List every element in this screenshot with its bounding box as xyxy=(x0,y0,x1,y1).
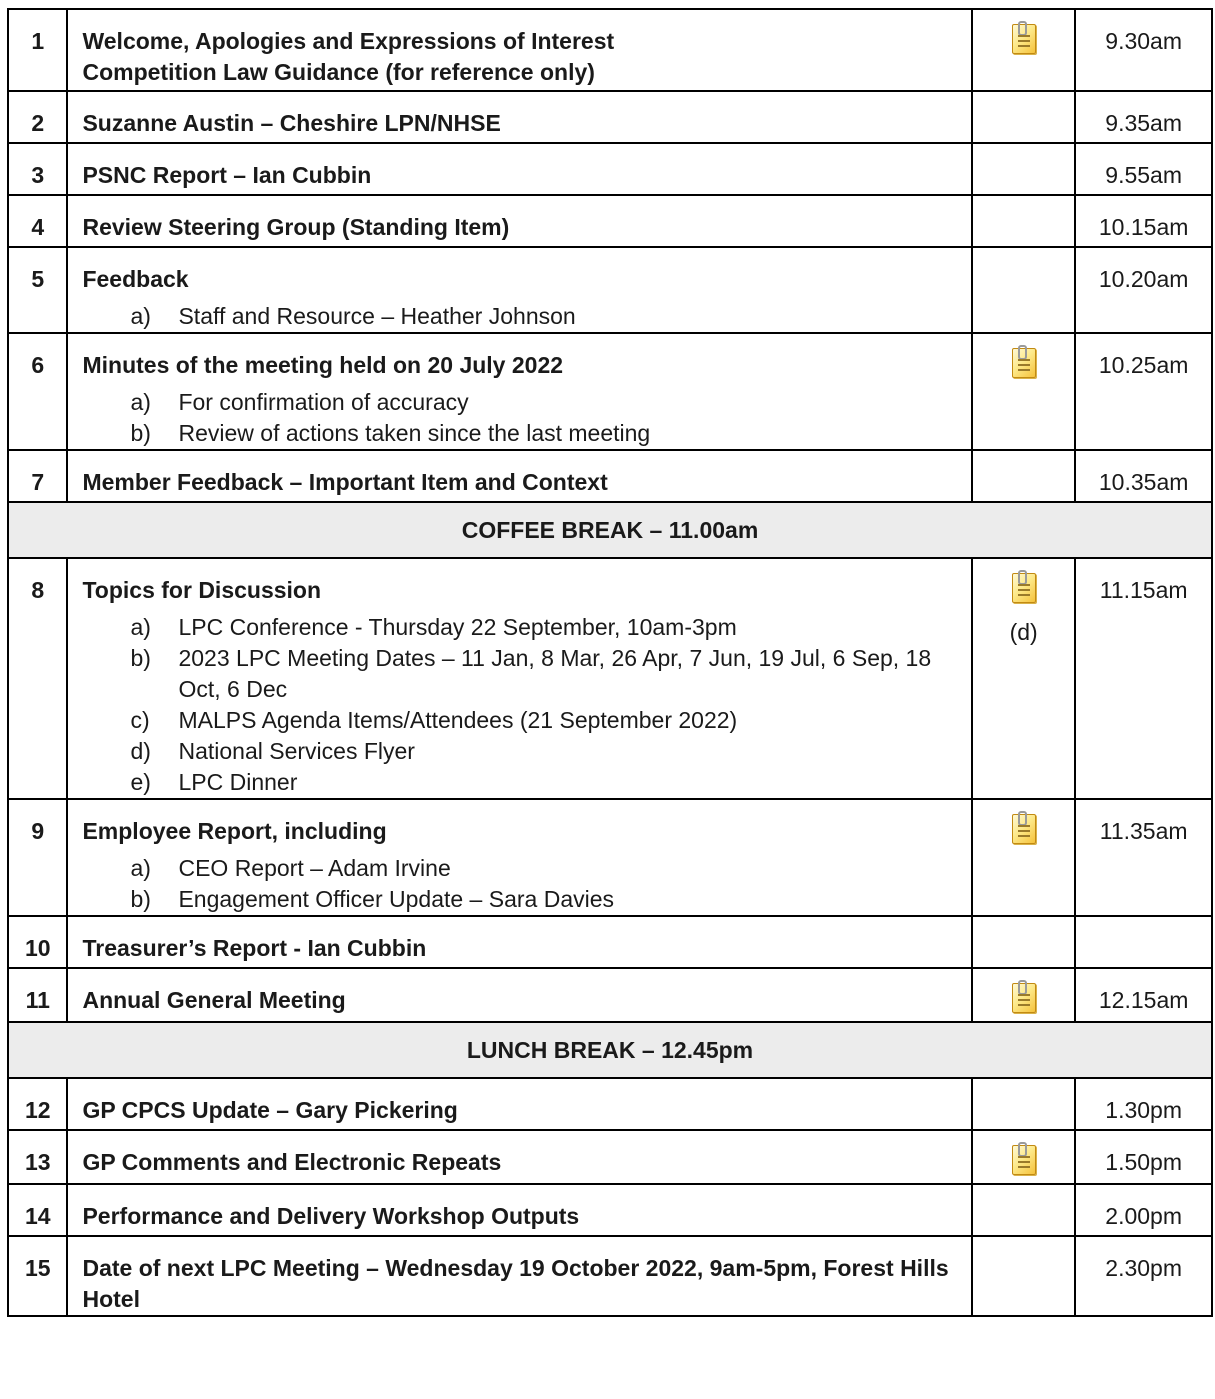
item-title: GP Comments and Electronic Repeats xyxy=(82,1149,502,1175)
item-number: 14 xyxy=(8,1184,67,1236)
sub-item-label: a) xyxy=(130,389,151,415)
item-cell xyxy=(67,1184,972,1236)
item-time: 10.25am xyxy=(1075,333,1212,450)
agenda-row xyxy=(8,1236,1212,1316)
item-title: Welcome, Apologies and Expressions of Interest xyxy=(82,28,615,54)
sub-item-list xyxy=(82,387,971,449)
agenda-row xyxy=(8,9,1212,91)
sub-item-text: Engagement Officer Update – Sara Davies xyxy=(178,886,615,912)
sub-item-label: a) xyxy=(130,614,151,640)
attachment-cell xyxy=(972,91,1075,143)
agenda-row xyxy=(8,1078,1212,1130)
lunch-break-row xyxy=(8,1022,1212,1078)
agenda-row xyxy=(8,247,1212,333)
attachment-cell xyxy=(972,1130,1075,1184)
document-icon[interactable] xyxy=(1012,348,1036,378)
attachment-cell xyxy=(972,1184,1075,1236)
attachment-cell xyxy=(972,333,1075,450)
sub-item xyxy=(82,612,971,643)
agenda-row xyxy=(8,143,1212,195)
item-number: 3 xyxy=(8,143,67,195)
agenda-row xyxy=(8,1130,1212,1184)
item-time: 2.30pm xyxy=(1075,1236,1212,1316)
attachment-cell xyxy=(972,9,1075,91)
item-number: 7 xyxy=(8,450,67,502)
sub-item-label: e) xyxy=(130,769,151,795)
sub-item-label: b) xyxy=(130,645,151,671)
item-time: 11.35am xyxy=(1075,799,1212,916)
item-number: 6 xyxy=(8,333,67,450)
sub-item-text: LPC Dinner xyxy=(178,769,298,795)
item-time: 9.55am xyxy=(1075,143,1212,195)
agenda-row xyxy=(8,91,1212,143)
item-cell xyxy=(67,916,972,968)
item-cell xyxy=(67,143,972,195)
attachment-cell xyxy=(972,968,1075,1022)
item-number: 11 xyxy=(8,968,67,1022)
attachment-cell xyxy=(972,558,1075,799)
document-icon[interactable] xyxy=(1012,983,1036,1013)
item-number: 10 xyxy=(8,916,67,968)
item-time: 10.20am xyxy=(1075,247,1212,333)
item-cell xyxy=(67,333,972,450)
item-cell xyxy=(67,195,972,247)
coffee-break-row xyxy=(8,502,1212,558)
item-title: Topics for Discussion xyxy=(82,577,322,603)
item-time: 10.15am xyxy=(1075,195,1212,247)
item-subtitle: Competition Law Guidance (for reference only) xyxy=(82,59,595,85)
sub-item xyxy=(82,301,971,332)
agenda-row xyxy=(8,968,1212,1022)
attachment-cell xyxy=(972,195,1075,247)
agenda-row xyxy=(8,333,1212,450)
item-title: Treasurer’s Report - Ian Cubbin xyxy=(82,935,427,961)
item-title: Minutes of the meeting held on 20 July 2022 xyxy=(82,352,564,378)
item-cell xyxy=(67,91,972,143)
item-title: Suzanne Austin – Cheshire LPN/NHSE xyxy=(82,110,501,136)
item-cell xyxy=(67,247,972,333)
item-number: 1 xyxy=(8,9,67,91)
item-number: 9 xyxy=(8,799,67,916)
sub-item xyxy=(82,767,971,798)
sub-item xyxy=(82,884,971,915)
item-time: 1.30pm xyxy=(1075,1078,1212,1130)
item-title: Annual General Meeting xyxy=(82,987,346,1013)
sub-item-text: National Services Flyer xyxy=(178,738,415,764)
sub-item-text: CEO Report – Adam Irvine xyxy=(178,855,451,881)
item-time: 1.50pm xyxy=(1075,1130,1212,1184)
item-title: Date of next LPC Meeting – Wednesday 19 October 2022, 9am-5pm, Forest Hills Hotel xyxy=(82,1255,949,1312)
sub-item-text: 2023 LPC Meeting Dates – 11 Jan, 8 Mar, 26 Apr, 7 Jun, 19 Jul, 6 Sep, 18 Oct, 6 Dec xyxy=(178,645,932,702)
item-time: 9.30am xyxy=(1075,9,1212,91)
sub-item-text: For confirmation of accuracy xyxy=(178,389,469,415)
item-cell xyxy=(67,1130,972,1184)
item-time: 11.15am xyxy=(1075,558,1212,799)
agenda-row xyxy=(8,799,1212,916)
agenda-table xyxy=(7,8,1213,1317)
item-time: 9.35am xyxy=(1075,91,1212,143)
sub-item-list xyxy=(82,612,971,798)
item-title: Performance and Delivery Workshop Outputs xyxy=(82,1203,580,1229)
item-time: 10.35am xyxy=(1075,450,1212,502)
item-title: PSNC Report – Ian Cubbin xyxy=(82,162,372,188)
item-cell xyxy=(67,558,972,799)
item-number: 2 xyxy=(8,91,67,143)
sub-item xyxy=(82,736,971,767)
item-title: Review Steering Group (Standing Item) xyxy=(82,214,510,240)
sub-item-text: Review of actions taken since the last meeting xyxy=(178,420,651,446)
item-time: 2.00pm xyxy=(1075,1184,1212,1236)
attachment-note: (d) xyxy=(1009,619,1038,645)
sub-item-text: LPC Conference - Thursday 22 September, 10am-3pm xyxy=(178,614,737,640)
attachment-cell xyxy=(972,450,1075,502)
sub-item xyxy=(82,418,971,449)
agenda-row xyxy=(8,450,1212,502)
attachment-cell xyxy=(972,143,1075,195)
item-number: 8 xyxy=(8,558,67,799)
item-title: Employee Report, including xyxy=(82,818,387,844)
item-number: 15 xyxy=(8,1236,67,1316)
attachment-cell xyxy=(972,247,1075,333)
attachment-cell xyxy=(972,1078,1075,1130)
item-cell xyxy=(67,9,972,91)
sub-item-text: MALPS Agenda Items/Attendees (21 September 2022) xyxy=(178,707,738,733)
item-number: 4 xyxy=(8,195,67,247)
sub-item-list xyxy=(82,301,971,332)
attachment-cell xyxy=(972,1236,1075,1316)
item-cell xyxy=(67,1078,972,1130)
document-icon[interactable] xyxy=(1012,1145,1036,1175)
agenda-row xyxy=(8,1184,1212,1236)
item-cell xyxy=(67,450,972,502)
sub-item xyxy=(82,705,971,736)
attachment-cell xyxy=(972,916,1075,968)
sub-item xyxy=(82,643,971,705)
attachment-cell xyxy=(972,799,1075,916)
sub-item-label: b) xyxy=(130,420,151,446)
agenda-row xyxy=(8,916,1212,968)
item-title: Member Feedback – Important Item and Context xyxy=(82,469,608,495)
item-cell xyxy=(67,968,972,1022)
sub-item-label: a) xyxy=(130,855,151,881)
item-time: 12.15am xyxy=(1075,968,1212,1022)
item-cell xyxy=(67,1236,972,1316)
agenda-row xyxy=(8,558,1212,799)
lunch-break-label: LUNCH BREAK – 12.45pm xyxy=(8,1022,1212,1078)
document-icon[interactable] xyxy=(1012,24,1036,54)
document-icon[interactable] xyxy=(1012,573,1036,603)
sub-item-list xyxy=(82,853,971,915)
sub-item-label: c) xyxy=(130,707,150,733)
agenda-row xyxy=(8,195,1212,247)
sub-item xyxy=(82,853,971,884)
sub-item-label: d) xyxy=(130,738,151,764)
sub-item-text: Staff and Resource – Heather Johnson xyxy=(178,303,576,329)
item-number: 12 xyxy=(8,1078,67,1130)
sub-item xyxy=(82,387,971,418)
sub-item-label: a) xyxy=(130,303,151,329)
item-cell xyxy=(67,799,972,916)
item-number: 5 xyxy=(8,247,67,333)
item-time xyxy=(1075,916,1212,968)
sub-item-label: b) xyxy=(130,886,151,912)
document-icon[interactable] xyxy=(1012,814,1036,844)
item-number: 13 xyxy=(8,1130,67,1184)
coffee-break-label: COFFEE BREAK – 11.00am xyxy=(8,502,1212,558)
item-title: Feedback xyxy=(82,266,189,292)
item-title: GP CPCS Update – Gary Pickering xyxy=(82,1097,458,1123)
